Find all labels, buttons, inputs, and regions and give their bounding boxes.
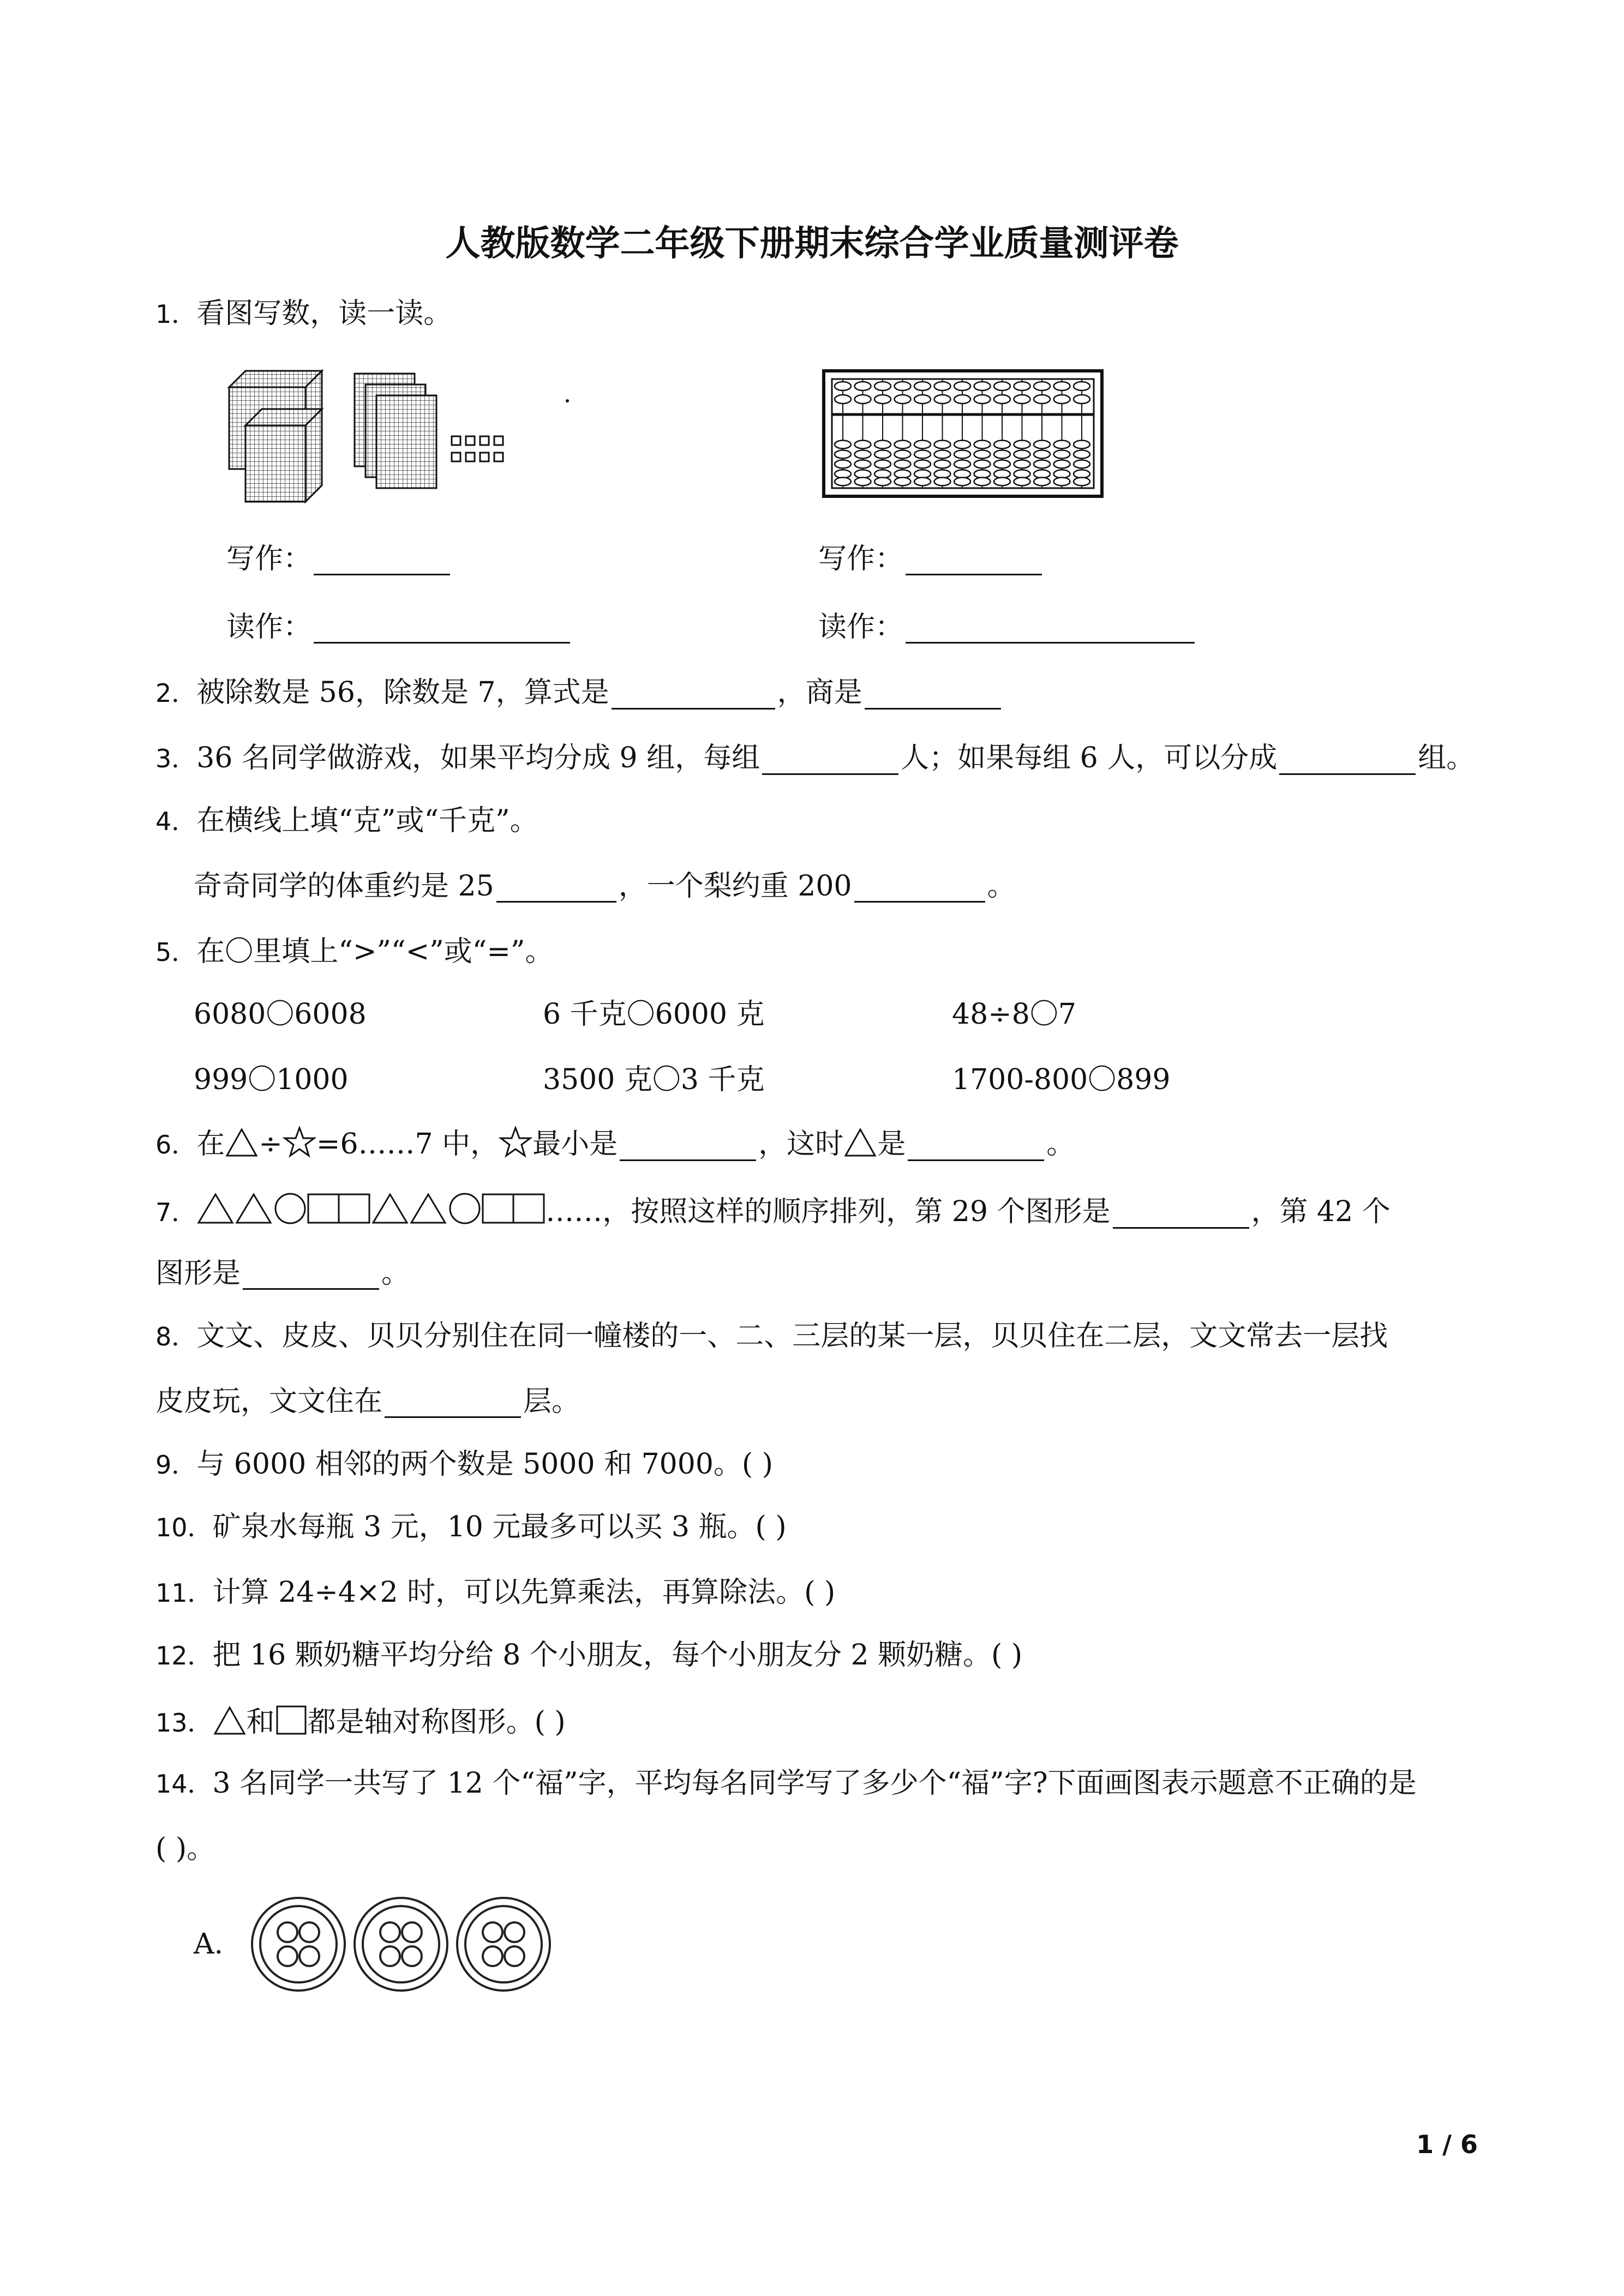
abacus-bead xyxy=(1074,450,1090,459)
question-1: 1．看图写数，读一读。 xyxy=(155,297,452,330)
question-2: 2．被除数是 56，除数是 7，算式是 ，商是 xyxy=(155,676,1003,710)
abacus-bead xyxy=(974,395,991,404)
abacus-bead xyxy=(994,478,1010,486)
abacus-bead xyxy=(954,441,970,449)
abacus-bead xyxy=(1034,395,1050,404)
abacus-bead xyxy=(994,395,1010,404)
abacus-bead xyxy=(855,382,871,390)
q1-write-right: 写作： xyxy=(818,543,1044,575)
question-13: 13． 和 都是轴对称图形。( ) xyxy=(155,1704,566,1739)
abacus-bead xyxy=(934,382,951,390)
answer-blank[interactable] xyxy=(1113,1200,1249,1229)
question-11: 11．计算 24÷4×2 时，可以先算乘法，再算除法。( ) xyxy=(155,1576,836,1609)
abacus-bead xyxy=(914,382,931,390)
abacus-bead xyxy=(1074,441,1090,449)
q1-read-right: 读作： xyxy=(818,611,1197,644)
abacus-bead xyxy=(895,460,911,468)
triangle-icon xyxy=(213,1705,247,1736)
abacus-bead xyxy=(954,450,970,459)
abacus-bead xyxy=(1074,395,1090,404)
abacus-bead xyxy=(1054,450,1070,459)
compare-item: 6080〇6008 xyxy=(194,998,367,1031)
abacus-bead xyxy=(974,450,991,459)
abacus-bead xyxy=(914,478,931,486)
abacus-image xyxy=(821,368,1105,499)
abacus-bead xyxy=(914,395,931,404)
compare-item: 6 千克〇6000 克 xyxy=(543,998,765,1031)
abacus-bead xyxy=(835,441,851,449)
question-7-cont: 图形是 。 xyxy=(155,1257,410,1290)
abacus-bead xyxy=(1014,441,1030,449)
abacus-bead xyxy=(1034,460,1050,468)
abacus-bead xyxy=(835,395,851,404)
triangle-icon xyxy=(225,1127,259,1158)
compare-item: 1700-800〇899 xyxy=(952,1063,1171,1096)
abacus-bead xyxy=(835,478,851,486)
abacus-bead xyxy=(954,395,970,404)
abacus-bead xyxy=(1054,382,1070,390)
abacus-bead xyxy=(874,460,891,468)
answer-blank[interactable] xyxy=(1279,746,1416,775)
abacus-bead xyxy=(974,478,991,486)
question-4-sub: 奇奇同学的体重约是 25 ，一个梨约重 200 。 xyxy=(194,870,1016,903)
abacus-bead xyxy=(1014,395,1030,404)
abacus-bead xyxy=(994,382,1010,390)
question-14-cont: ( )。 xyxy=(155,1832,215,1865)
abacus-bead xyxy=(874,450,891,459)
abacus-bead xyxy=(1074,460,1090,468)
answer-blank[interactable] xyxy=(906,546,1042,575)
question-8: 8．文文、皮皮、贝贝分别住在同一幢楼的一、二、三层的某一层，贝贝住在二层，文文常去一层找 xyxy=(155,1320,1388,1353)
place-value-blocks-image xyxy=(224,365,573,507)
abacus-bead xyxy=(1034,382,1050,390)
page-title: 人教版数学二年级下册期末综合学业质量测评卷 xyxy=(445,224,1179,264)
abacus-bead xyxy=(835,460,851,468)
abacus-bead xyxy=(1014,460,1030,468)
answer-blank[interactable] xyxy=(908,1132,1044,1161)
compare-item: 999〇1000 xyxy=(194,1063,349,1096)
abacus-bead xyxy=(835,382,851,390)
abacus-bead xyxy=(855,478,871,486)
compare-item: 48÷8〇7 xyxy=(952,998,1076,1031)
triangle-icon xyxy=(843,1127,877,1158)
answer-blank[interactable] xyxy=(243,1261,379,1290)
q1-write-left: 写作： xyxy=(226,543,452,575)
abacus-bead xyxy=(994,441,1010,449)
abacus-bead xyxy=(934,460,951,468)
abacus-bead xyxy=(855,460,871,468)
abacus-bead xyxy=(1054,441,1070,449)
answer-blank[interactable] xyxy=(314,546,450,575)
abacus-bead xyxy=(1074,382,1090,390)
abacus-bead xyxy=(1014,478,1030,486)
answer-blank[interactable] xyxy=(906,615,1195,644)
abacus-bead xyxy=(994,460,1010,468)
abacus-bead xyxy=(874,441,891,449)
answer-blank[interactable] xyxy=(762,746,898,775)
option-a-circles-image[interactable] xyxy=(248,1890,554,1999)
abacus-bead xyxy=(1034,441,1050,449)
question-8-cont: 皮皮玩，文文住在 层。 xyxy=(155,1385,580,1418)
answer-blank[interactable] xyxy=(854,874,985,903)
abacus-bead xyxy=(874,382,891,390)
abacus-bead xyxy=(895,450,911,459)
question-9: 9．与 6000 相邻的两个数是 5000 和 7000。( ) xyxy=(155,1448,774,1481)
abacus-bead xyxy=(934,450,951,459)
question-6: 6．在 ÷ =6……7 中， 最小是 ，这时 是 。 xyxy=(155,1126,1075,1161)
question-14: 14．3 名同学一共写了 12 个“福”字，平均每名同学写了多少个“福”字?下面画图表示题意不正确的是 xyxy=(155,1767,1417,1800)
abacus-bead xyxy=(1074,478,1090,486)
option-a-label: A. xyxy=(194,1928,224,1961)
square-icon xyxy=(275,1704,308,1736)
abacus-bead xyxy=(914,460,931,468)
answer-blank[interactable] xyxy=(385,1389,521,1418)
abacus-bead xyxy=(1014,382,1030,390)
answer-blank[interactable] xyxy=(865,681,1001,710)
answer-blank[interactable] xyxy=(314,615,570,644)
question-7: 7． ……，按照这样的顺序排列，第 29 个图形是 ，第 42 个 xyxy=(155,1192,1391,1229)
abacus-bead xyxy=(974,382,991,390)
answer-blank[interactable] xyxy=(620,1132,756,1161)
abacus-bead xyxy=(874,395,891,404)
compare-item: 3500 克〇3 千克 xyxy=(543,1063,765,1096)
abacus-bead xyxy=(1034,450,1050,459)
question-5: 5．在〇里填上“>”“<”或“=”。 xyxy=(155,935,554,968)
abacus-bead xyxy=(954,478,970,486)
abacus-bead xyxy=(1034,478,1050,486)
abacus-bead xyxy=(895,441,911,449)
q1-read-left: 读作： xyxy=(226,611,572,644)
abacus-bead xyxy=(895,382,911,390)
abacus-bead xyxy=(835,450,851,459)
abacus-bead xyxy=(934,478,951,486)
abacus-bead xyxy=(914,450,931,459)
abacus-bead xyxy=(1014,450,1030,459)
abacus-bead xyxy=(914,441,931,449)
thousand-cube-2 xyxy=(245,409,322,502)
star-icon xyxy=(499,1126,532,1158)
abacus-bead xyxy=(855,395,871,404)
page-number: 1 / 6 xyxy=(1416,2130,1478,2159)
abacus-bead xyxy=(855,450,871,459)
answer-blank[interactable] xyxy=(496,874,616,903)
answer-blank[interactable] xyxy=(612,681,775,710)
abacus-bead xyxy=(934,395,951,404)
abacus-bead xyxy=(895,478,911,486)
question-3: 3．36 名同学做游戏，如果平均分成 9 组，每组 人；如果每组 6 人，可以分成 组。 xyxy=(155,742,1475,774)
abacus-bead xyxy=(994,450,1010,459)
abacus-bead xyxy=(895,395,911,404)
abacus-bead xyxy=(1054,395,1070,404)
abacus-bead xyxy=(934,441,951,449)
abacus-bead xyxy=(954,382,970,390)
abacus-bead xyxy=(954,460,970,468)
abacus-bead xyxy=(974,460,991,468)
question-4: 4．在横线上填“克”或“千克”。 xyxy=(155,804,538,837)
question-12: 12．把 16 颗奶糖平均分给 8 个小朋友，每个小朋友分 2 颗奶糖。( ) xyxy=(155,1639,1023,1672)
star-icon xyxy=(283,1126,316,1158)
abacus-bead xyxy=(1054,460,1070,468)
abacus-bead xyxy=(974,441,991,449)
question-10: 10．矿泉水每瓶 3 元，10 元最多可以买 3 瓶。( ) xyxy=(155,1511,787,1543)
abacus-bead xyxy=(855,441,871,449)
abacus-bead xyxy=(1054,478,1070,486)
abacus-bead xyxy=(874,478,891,486)
